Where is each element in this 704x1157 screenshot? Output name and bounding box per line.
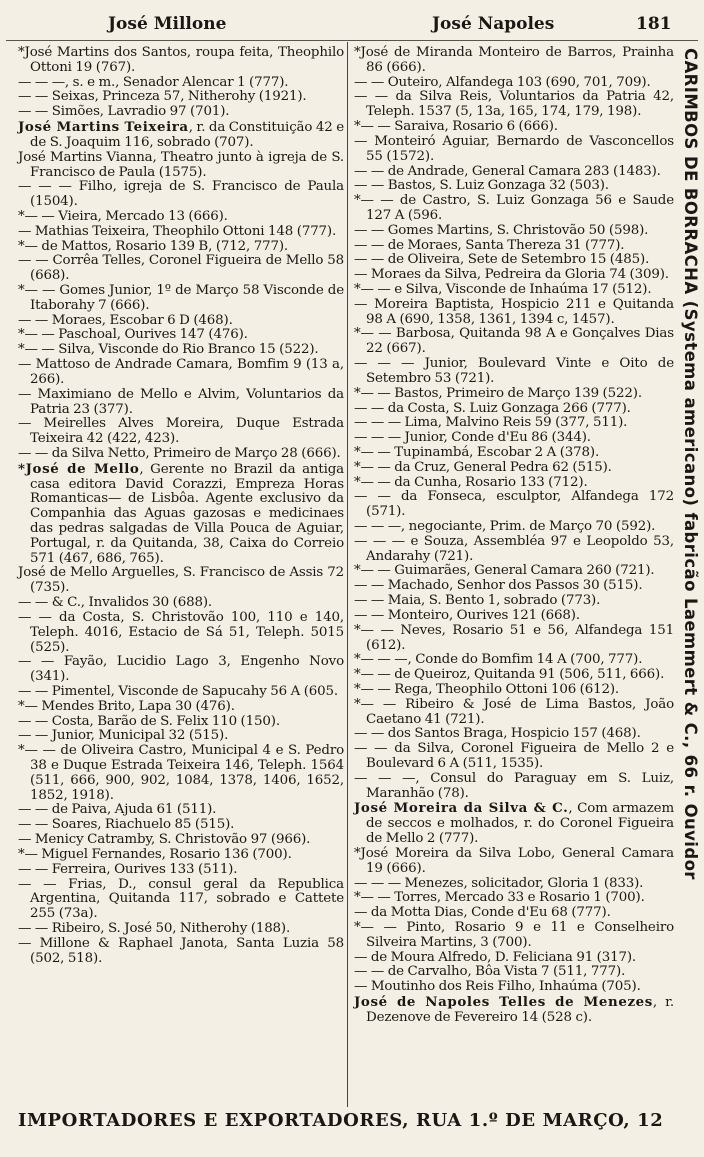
directory-entry	[18, 818, 344, 833]
entry-text: — — — Lima, Malvino Reis 59 (377, 511).	[354, 415, 628, 431]
directory-entry	[18, 833, 344, 848]
entry-text: *— — e Silva, Visconde de Inhaúma 17 (512).	[354, 282, 652, 297]
directory-entry	[18, 803, 344, 818]
entry-text: — — Simões, Lavradio 97 (701).	[18, 104, 230, 120]
entry-text: — — — Junior, Conde d'Eu 86 (344).	[354, 430, 591, 446]
entry-text: *— — Silva, Visconde do Rio Branco 15 (522).	[18, 342, 319, 358]
directory-entry	[18, 358, 344, 388]
sidebar-advertisement: CARIMBOS DE BORRACHA (Systema americano) fabricão Laemmert & C., 66 r. Ouvidor	[681, 48, 700, 880]
entry-text: — — Gomes Martins, S. Christovão 50 (598).	[354, 222, 649, 238]
entry-text: — — da Silva Reis, Voluntarios da Patria 42, Teleph. 1537 (5, 13a, 165, 174, 179, 198).	[354, 89, 674, 120]
entry-text: José de Mello Arguelles, S. Francisco de Assis 72 (735).	[18, 565, 344, 596]
directory-entry	[18, 937, 344, 967]
entry-text: *— — Gomes Junior, 1º de Março 58 Visconde de Itaborahy 7 (666).	[18, 283, 344, 313]
directory-entry	[354, 76, 674, 91]
left-column	[18, 46, 344, 966]
directory-entry	[18, 90, 344, 105]
entry-text: *— — Rega, Theophilo Ottoni 106 (612).	[354, 681, 620, 697]
entry-text: — — —, s. e m., Senador Alencar 1 (777).	[18, 74, 289, 90]
page-number: 181	[636, 14, 672, 34]
directory-entry	[18, 284, 344, 314]
directory-entry	[354, 520, 674, 535]
directory-entry	[354, 283, 674, 298]
entry-text: *— — de Oliveira Castro, Municipal 4 e S. Pedro 38 e Duque Estrada Teixeira 146, Teleph. 1564 (511, 666, 900, 902, 1084, 1378, 1406, 1652, 1852, 1918).	[18, 743, 344, 803]
entry-text: *— — de Castro, S. Luiz Gonzaga 56 e Saude 127 A (596.	[354, 193, 674, 223]
entry-text: — — Pimentel, Visconde de Sapucahy 56 A (605.	[18, 683, 339, 699]
directory-entry	[354, 165, 674, 180]
entry-text: *— Mendes Brito, Lapa 30 (476).	[18, 698, 235, 714]
entry-text: — Millone & Raphael Janota, Santa Luzia 58 (502, 518).	[18, 935, 344, 966]
entry-text: , r. da Constituição 42 e de S. Joaquim 116, sobrado (707).	[30, 120, 345, 150]
entry-text: , Com armazem de seccos e molhados, r. do Coronel Figueira de Mello 2 (777).	[366, 801, 674, 847]
entry-text: — — — Filho, igreja de S. Francisco de Paula (1504).	[18, 179, 344, 210]
entry-text: *— — Pinto, Rosario 9 e 11 e Conselheiro Silveira Martins, 3 (700).	[354, 919, 674, 950]
entry-text: , r. Dezenove de Fevereiro 14 (528 c).	[366, 995, 674, 1025]
directory-entry	[354, 476, 674, 491]
entry-text: — — —, negociante, Prim. de Março 70 (592).	[354, 519, 656, 534]
directory-entry	[354, 461, 674, 476]
entry-text: — — — e Souza, Assembléa 97 e Leopoldo 53, Andarahy (721).	[354, 533, 674, 564]
entry-text: — — & C., Invalidos 30 (688).	[18, 595, 213, 611]
page-header	[0, 6, 704, 36]
entry-text: *— de Mattos, Rosario 139 B, (712, 777).	[18, 238, 289, 254]
entry-text: — — de Oliveira, Sete de Setembro 15 (485).	[354, 252, 650, 268]
entry-text: — — Corrêa Telles, Coronel Figueira de Mello 58 (668).	[18, 253, 344, 284]
entry-text: , Gerente no Brazil da antiga casa editora David Corazzi, Empreza Horas Romanticas— de Lisbôa. Agente exclusivo da Companhia das Aguas gazosas e medicinaes das pedras salgadas de Villa Pouca de Aguiar, Portugal, r. da Quitanda, 38, Caixa do Correio 571 (467, 686, 765).	[30, 461, 344, 566]
directory-entry	[354, 327, 674, 357]
entry-text: — — Costa, Barão de S. Felix 110 (150).	[18, 713, 280, 729]
directory-entry	[354, 431, 674, 446]
directory-entry	[354, 239, 674, 254]
directory-entry	[354, 298, 674, 328]
directory-entry	[18, 151, 344, 181]
directory-entry	[18, 863, 344, 878]
directory-entry	[18, 180, 344, 210]
directory-entry	[354, 698, 674, 728]
directory-entry	[354, 253, 674, 268]
directory-entry	[18, 417, 344, 447]
entry-text: — — da Fonseca, esculptor, Alfandega 172 (571).	[354, 489, 674, 520]
directory-entry	[354, 906, 674, 921]
directory-entry	[18, 254, 344, 284]
entry-text: — — Ferreira, Ourives 133 (511).	[18, 861, 238, 877]
directory-entry	[354, 727, 674, 742]
directory-entry	[354, 564, 674, 579]
entry-text: — — Moraes, Escobar 6 D (468).	[18, 312, 233, 328]
directory-entry	[18, 922, 344, 937]
directory-entry	[354, 683, 674, 698]
entry-text: — — da Silva, Coronel Figueira de Mello 2 e Boulevard 6 A (511, 1535).	[354, 741, 674, 771]
entry-text: — — Ribeiro, S. José 50, Nitherohy (188).	[18, 920, 291, 936]
entry-text: — — Bastos, S. Luiz Gonzaga 32 (503).	[354, 178, 609, 194]
directory-entry	[354, 579, 674, 594]
entry-name: José de Napoles Telles de Menezes	[354, 994, 653, 1010]
entry-text: *José Martins dos Santos, roupa feita, Theophilo Ottoni 19 (767).	[18, 45, 344, 75]
entry-text: — — de Moraes, Santa Thereza 31 (777).	[354, 237, 625, 253]
directory-entry	[354, 535, 674, 565]
entry-text: *— — Saraiva, Rosario 6 (666).	[354, 119, 558, 135]
entry-text: — — Outeiro, Alfandega 103 (690, 701, 709).	[354, 74, 651, 90]
entry-text: — — Fayão, Lucidio Lago 3, Engenho Novo (341).	[18, 654, 344, 685]
entry-text: *José Moreira da Silva Lobo, General Camara 19 (666).	[354, 845, 674, 876]
directory-entry	[18, 314, 344, 329]
directory-entry	[354, 357, 674, 387]
entry-text: *— — da Cruz, General Pedra 62 (515).	[354, 459, 612, 475]
entry-text: — de Moura Alfredo, D. Feliciana 91 (317).	[354, 949, 637, 965]
directory-entry	[354, 653, 674, 668]
directory-entry	[18, 343, 344, 358]
directory-entry	[18, 462, 344, 567]
entry-text: — Meirelles Alves Moreira, Duque Estrada Teixeira 42 (422, 423).	[18, 416, 344, 447]
directory-entry	[18, 328, 344, 343]
column-divider	[347, 42, 348, 1107]
entry-text: *— — Neves, Rosario 51 e 56, Alfandega 151 (612).	[354, 622, 674, 653]
directory-entry	[354, 268, 674, 283]
directory-entry	[18, 729, 344, 744]
directory-entry	[354, 46, 674, 76]
directory-entry	[354, 594, 674, 609]
directory-entry	[18, 447, 344, 462]
entry-text: — — da Costa, S. Luiz Gonzaga 266 (777).	[354, 400, 631, 416]
right-column	[354, 46, 674, 1026]
directory-entry	[354, 179, 674, 194]
directory-entry	[18, 225, 344, 240]
directory-entry	[18, 120, 344, 151]
entry-text: — — Machado, Senhor dos Passos 30 (515).	[354, 578, 643, 594]
directory-entry	[18, 655, 344, 685]
entry-text: — — Maia, S. Bento 1, sobrado (773).	[354, 593, 601, 609]
entry-text: *José de Miranda Monteiro de Barros, Prainha 86 (666).	[354, 45, 674, 75]
entry-text: José Martins Vianna, Theatro junto à igreja de S. Francisco de Paula (1575).	[18, 149, 344, 180]
directory-entry	[18, 848, 344, 863]
entry-text: — — da Silva Netto, Primeiro de Março 28 (666).	[18, 445, 341, 461]
entry-text: *— — Bastos, Primeiro de Março 139 (522).	[354, 385, 642, 401]
entry-text: *— Miguel Fernandes, Rosario 136 (700).	[18, 846, 292, 862]
entry-text: *— — Paschoal, Ourives 147 (476).	[18, 327, 248, 343]
entry-text: — — —, Consul do Paraguay em S. Luiz, Maranhão (78).	[354, 770, 674, 801]
entry-text: — — Frias, D., consul geral da Republica Argentina, Quitanda 117, sobrado e Cattete 255 (73a).	[18, 876, 344, 922]
directory-entry	[354, 801, 674, 846]
header-left-name: José Millone	[108, 14, 227, 34]
directory-entry	[18, 46, 344, 76]
entry-text: — Moraes da Silva, Pedreira da Gloria 74 (309).	[354, 267, 669, 283]
directory-entry	[354, 995, 674, 1026]
directory-entry	[354, 624, 674, 654]
entry-text: *— — Guimarães, General Camara 260 (721).	[354, 563, 655, 579]
entry-text: — da Motta Dias, Conde d'Eu 68 (777).	[354, 905, 611, 921]
entry-text: — — Soares, Riachuelo 85 (515).	[18, 817, 235, 833]
entry-text: *— — da Cunha, Rosario 133 (712).	[354, 474, 588, 490]
directory-entry	[354, 224, 674, 239]
entry-text: *— — Torres, Mercado 33 e Rosario 1 (700).	[354, 890, 645, 906]
entry-text: — — de Andrade, General Camara 283 (1483).	[354, 163, 661, 179]
entry-text: — Moreira Baptista, Hospicio 211 e Quitanda 98 A (690, 1358, 1361, 1394 c, 1457).	[354, 296, 674, 327]
directory-entry	[354, 135, 674, 165]
entry-text: — Menicy Catramby, S. Christovão 97 (966).	[18, 832, 311, 848]
directory-entry	[354, 387, 674, 402]
entry-text: — — Junior, Municipal 32 (515).	[18, 728, 229, 744]
entry-text: — Mathias Teixeira, Theophilo Ottoni 148 (777).	[18, 223, 337, 239]
directory-entry	[18, 210, 344, 225]
footer-advertisement: IMPORTADORES E EXPORTADORES, RUA 1.º DE MARÇO, 12	[18, 1110, 664, 1131]
entry-text: — — dos Santos Braga, Hospicio 157 (468).	[354, 726, 641, 742]
directory-entry	[18, 685, 344, 700]
directory-entry	[354, 194, 674, 224]
directory-entry	[354, 446, 674, 461]
directory-entry	[18, 76, 344, 91]
header-right-name: José Napoles	[432, 14, 555, 34]
directory-entry	[18, 596, 344, 611]
entry-text: *— — Barbosa, Quitanda 98 A e Gonçalves Dias 22 (667).	[354, 326, 674, 357]
header-rule	[6, 40, 698, 41]
directory-entry	[18, 744, 344, 803]
entry-text: — Moutinho dos Reis Filho, Inhaúma (705).	[354, 979, 641, 995]
directory-entry	[18, 388, 344, 418]
entry-text: — Mattoso de Andrade Camara, Bomfim 9 (13 a, 266).	[18, 357, 344, 387]
entry-text: *— — Vieira, Mercado 13 (666).	[18, 208, 228, 224]
entry-name: José Moreira da Silva & C.	[354, 800, 569, 817]
entry-name: *José de Mello	[18, 460, 140, 477]
directory-entry	[354, 90, 674, 120]
entry-text: — — da Costa, S. Christovão 100, 110 e 140, Teleph. 4016, Estacio de Sá 51, Teleph. 5015 (525).	[18, 609, 344, 655]
directory-entry	[354, 951, 674, 966]
directory-entry	[354, 877, 674, 892]
directory-entry	[354, 891, 674, 906]
directory-entry	[18, 240, 344, 255]
directory-entry	[354, 609, 674, 624]
entry-text: — Monteiró Aguiar, Bernardo de Vasconcellos 55 (1572).	[354, 133, 674, 164]
entry-text: *— — de Queiroz, Quitanda 91 (506, 511, 666).	[354, 667, 665, 683]
directory-entry	[354, 847, 674, 877]
entry-text: *— — Ribeiro & José de Lima Bastos, João Caetano 41 (721).	[354, 696, 674, 727]
directory-entry	[18, 105, 344, 120]
entry-name: José Martins Teixeira	[18, 119, 189, 136]
directory-entry	[354, 490, 674, 520]
directory-entry	[354, 416, 674, 431]
entry-text: *— — —, Conde do Bomfim 14 A (700, 777).	[354, 652, 643, 668]
entry-text: *— — Tupinambá, Escobar 2 A (378).	[354, 444, 600, 460]
entry-text: — — — Junior, Boulevard Vinte e Oito de Setembro 53 (721).	[354, 356, 674, 386]
directory-entry	[354, 980, 674, 995]
directory-entry	[18, 715, 344, 730]
entry-text: — — Seixas, Princeza 57, Nitherohy (1921).	[18, 89, 307, 105]
directory-entry	[354, 402, 674, 417]
entry-text: — Maximiano de Mello e Alvim, Voluntarios da Patria 23 (377).	[18, 386, 344, 417]
entry-text: — — de Paiva, Ajuda 61 (511).	[18, 802, 217, 818]
directory-entry	[354, 772, 674, 802]
entry-text: — — — Menezes, solicitador, Gloria 1 (833).	[354, 875, 644, 891]
directory-entry	[18, 878, 344, 922]
directory-entry	[18, 700, 344, 715]
directory-entry	[18, 566, 344, 596]
directory-entry	[18, 611, 344, 655]
directory-entry	[354, 921, 674, 951]
entry-text: — — de Carvalho, Bôa Vista 7 (511, 777).	[354, 964, 626, 980]
directory-entry	[354, 742, 674, 772]
directory-entry	[354, 120, 674, 135]
entry-text: — — Monteiro, Ourives 121 (668).	[354, 607, 580, 623]
directory-entry	[354, 965, 674, 980]
directory-entry	[354, 668, 674, 683]
